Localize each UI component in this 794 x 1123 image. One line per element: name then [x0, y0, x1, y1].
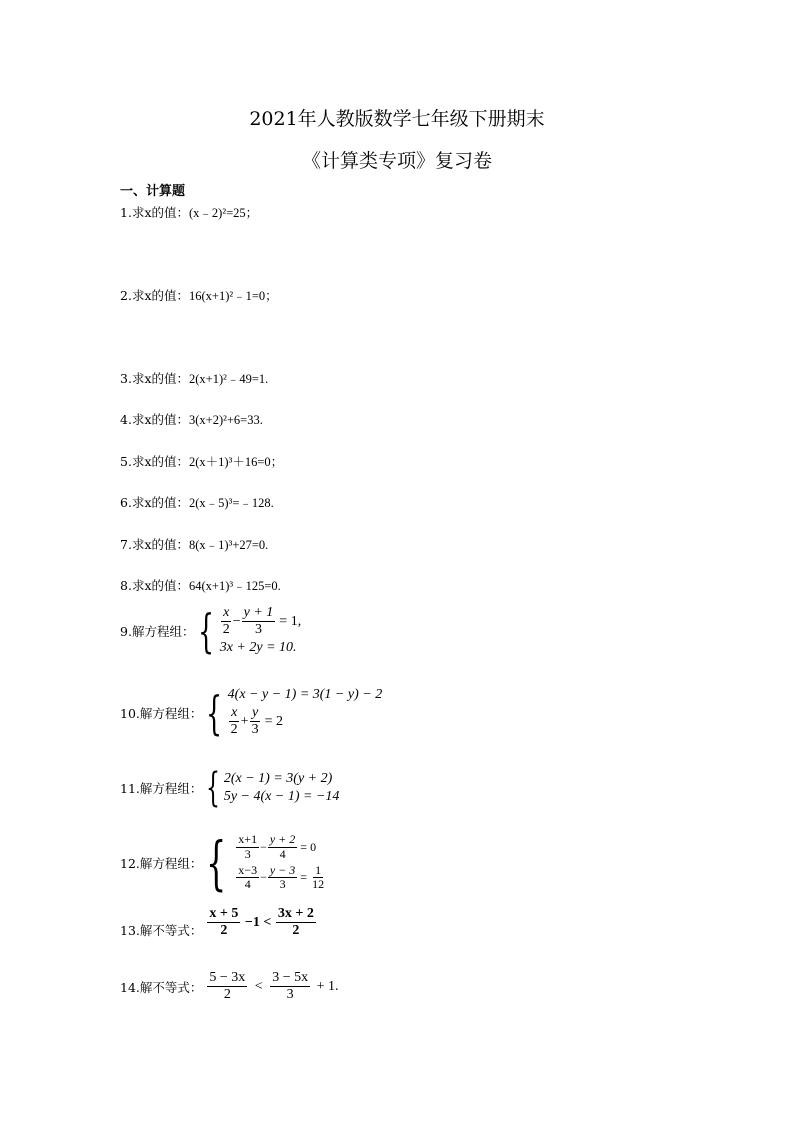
problem-5	[120, 452, 283, 470]
problem-number: 8.	[120, 578, 132, 593]
problem-expression: 2(x+1)²﹣49=1.	[189, 372, 269, 386]
problem-expression: 8(x﹣1)³+27=0.	[189, 538, 269, 552]
equation-2: $\frac{x-3}{4}$ − $\frac{y - 3}{3}$ = $\frac{1}{12}$	[238, 862, 325, 892]
inequality: $\frac{5 - 3x}{2}$ < $\frac{3 - 5x}{3}$ + 1.	[209, 970, 339, 1003]
document-subtitle: 《计算类专项》复习卷	[301, 150, 492, 172]
problem-number: 6.	[120, 495, 132, 510]
problem-instruction: 求x的值：	[131, 495, 189, 510]
equation-system	[206, 828, 327, 897]
inequality: $\frac{x + 5}{2}$ −1 < $\frac{3x + 2}{2}$	[209, 906, 314, 939]
problem-number: 12.	[120, 855, 140, 871]
problem-3	[120, 369, 268, 387]
problem-expression: 2(x﹣5)³=﹣128.	[189, 496, 274, 510]
equation-1: $\frac{x}{2}$ − $\frac{y + 1}{3}$ = 1,	[222, 605, 302, 638]
brace-icon: {	[198, 603, 215, 658]
equation-2: 5y − 4(x − 1) = −14	[223, 789, 340, 804]
problem-14	[120, 970, 339, 1003]
problem-number: 13.	[120, 923, 140, 939]
problem-11	[120, 765, 340, 811]
problem-instruction: 求x的值：	[131, 288, 189, 303]
equation-2: 3x + 2y = 10.	[219, 640, 297, 656]
problem-instruction: 求x的值：	[131, 371, 189, 386]
equation-system	[206, 765, 340, 811]
problem-7	[120, 535, 268, 553]
brace-icon: {	[206, 685, 223, 740]
problem-instruction: 解方程组：	[131, 623, 195, 639]
problem-expression: 3(x+2)²+6=33.	[189, 413, 263, 427]
problem-instruction: 求x的值：	[131, 412, 189, 427]
equation-2: $\frac{x}{2}$ + $\frac{y}{3}$ = 2	[230, 705, 283, 738]
problem-9	[120, 604, 301, 657]
problem-instruction: 求x的值：	[131, 537, 189, 552]
problem-expression: 16(x+1)²﹣1=0；	[189, 289, 278, 303]
problem-instruction: 解方程组：	[139, 705, 203, 721]
problem-expression: 64(x+1)³﹣125=0.	[189, 579, 281, 593]
problem-number: 9.	[120, 623, 132, 639]
problem-instruction: 求x的值：	[131, 578, 189, 593]
section-heading: 一、计算题	[120, 184, 186, 199]
problem-expression: (x﹣2)²=25；	[189, 206, 259, 220]
problem-number: 7.	[120, 537, 132, 552]
problem-12	[120, 828, 327, 897]
problem-6	[120, 493, 274, 511]
problem-number: 4.	[120, 412, 132, 427]
problem-number: 2.	[120, 288, 132, 303]
problem-13	[120, 906, 317, 939]
equation-1: 2(x − 1) = 3(y + 2)	[223, 771, 333, 786]
problem-8	[120, 576, 281, 594]
equation-1: 4(x − y − 1) = 3(1 − y) − 2	[227, 687, 383, 702]
problem-number: 3.	[120, 371, 132, 386]
problem-2	[120, 286, 278, 304]
problem-number: 10.	[120, 705, 140, 721]
brace-icon: {	[206, 828, 227, 897]
problem-instruction: 解方程组：	[139, 855, 203, 871]
problem-instruction: 解不等式：	[139, 923, 203, 939]
brace-icon: {	[206, 765, 221, 811]
problem-number: 14.	[120, 979, 140, 995]
problem-expression: 2(x＋1)³＋16=0；	[189, 455, 284, 469]
problem-number: 11.	[120, 781, 140, 796]
problem-number: 1.	[120, 205, 132, 220]
equation-system	[198, 604, 301, 657]
problem-instruction: 求x的值：	[131, 454, 189, 469]
problem-instruction: 求x的值：	[131, 205, 189, 220]
equation-system	[206, 686, 382, 739]
problem-instruction: 解方程组：	[139, 781, 203, 796]
problem-1	[120, 203, 258, 221]
problem-number: 5.	[120, 454, 132, 469]
problem-4	[120, 410, 263, 428]
problem-instruction: 解不等式：	[139, 979, 203, 995]
problem-10	[120, 686, 382, 739]
document-title: 2021年人教版数学七年级下册期末	[249, 108, 545, 130]
equation-1: $\frac{x+1}{3}$ − $\frac{y + 2}{4}$ = 0	[238, 832, 317, 861]
